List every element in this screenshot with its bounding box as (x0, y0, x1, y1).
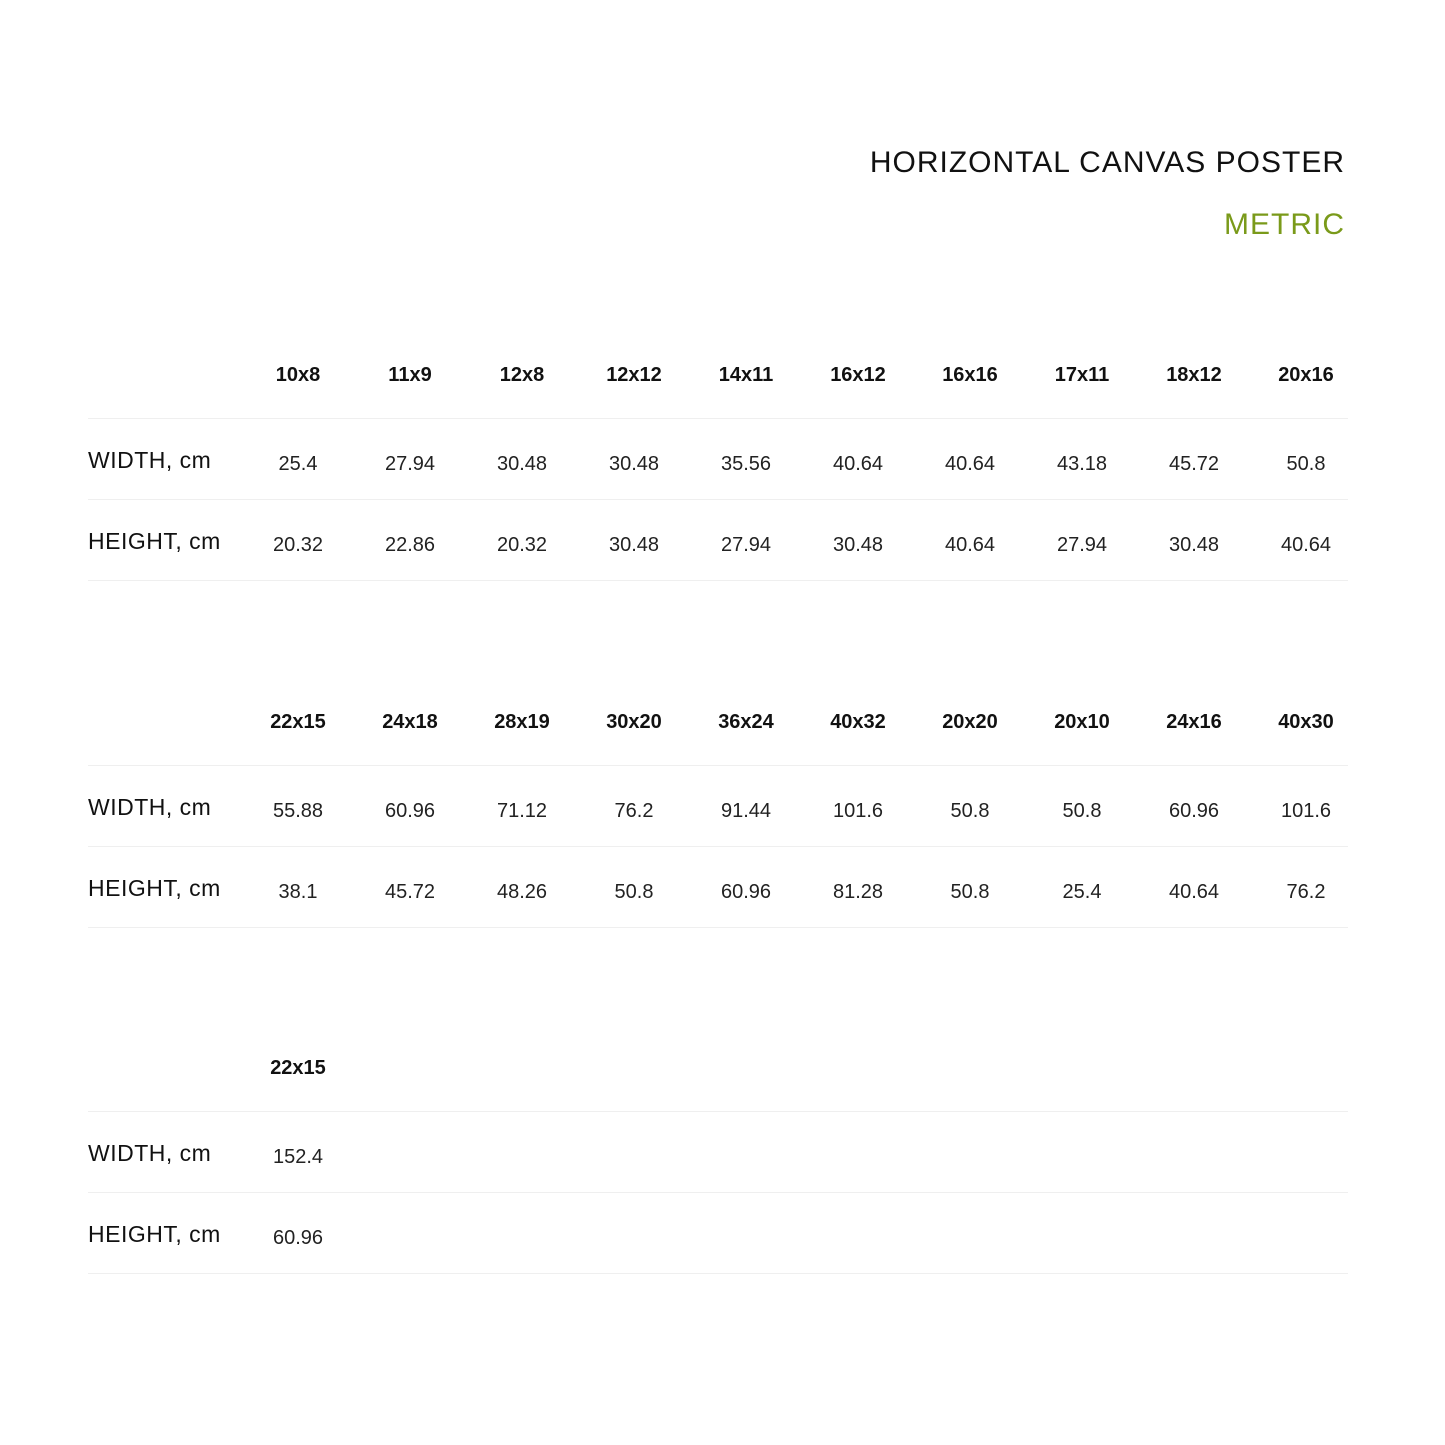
table-cell: 20.32 (496, 534, 548, 556)
unit-system-label: METRIC (1224, 208, 1345, 241)
table-cell: 48.26 (496, 881, 548, 903)
size-header: 30x20 (606, 711, 662, 733)
size-header: 20x16 (1278, 364, 1334, 386)
table-cell: 27.94 (384, 453, 436, 475)
table-cell: 43.18 (1056, 453, 1108, 475)
table-cell: 22.86 (384, 534, 436, 556)
size-header: 24x16 (1166, 711, 1222, 733)
table-cell: 27.94 (1056, 534, 1108, 556)
size-header: 12x12 (606, 364, 662, 386)
table-cell: 45.72 (384, 881, 436, 903)
size-header: 18x12 (1166, 364, 1222, 386)
table-cell: 60.96 (720, 881, 772, 903)
size-header: 17x11 (1054, 364, 1110, 386)
table-cell: 81.28 (832, 881, 884, 903)
table-cell: 40.64 (1280, 534, 1332, 556)
table-cell: 50.8 (1286, 453, 1326, 475)
table-cell: 60.96 (272, 1227, 324, 1249)
row-label: WIDTH, cm (88, 1140, 212, 1166)
page-title: HORIZONTAL CANVAS POSTER (869, 146, 1345, 179)
table-cell: 76.2 (1286, 881, 1326, 903)
table-cell: 45.72 (1168, 453, 1220, 475)
table-cell: 20.32 (272, 534, 324, 556)
size-header: 16x12 (830, 364, 886, 386)
table-cell: 35.56 (720, 453, 772, 475)
size-header: 24x18 (382, 711, 438, 733)
table-cell: 40.64 (832, 453, 884, 475)
size-table-1 (88, 350, 1348, 581)
table-cell: 76.2 (614, 800, 654, 822)
table-cell: 25.4 (278, 453, 318, 475)
size-header: 28x19 (494, 711, 550, 733)
table-cell: 40.64 (944, 534, 996, 556)
table-cell: 101.6 (832, 800, 884, 822)
size-header: 36x24 (718, 711, 774, 733)
row-label: HEIGHT, cm (88, 528, 221, 554)
table-cell: 30.48 (608, 453, 660, 475)
table-cell: 50.8 (950, 800, 990, 822)
table-cell: 25.4 (1062, 881, 1102, 903)
table-cell: 71.12 (496, 800, 548, 822)
table-cell: 91.44 (720, 800, 772, 822)
table-row (88, 847, 1348, 928)
size-header: 12x8 (499, 364, 545, 386)
table-cell: 50.8 (950, 881, 990, 903)
size-table-3 (88, 1043, 1348, 1274)
table-row (88, 500, 1348, 581)
size-header-row (88, 1043, 1348, 1112)
table-row (88, 1112, 1348, 1193)
size-header-row (88, 697, 1348, 766)
table-cell: 30.48 (496, 453, 548, 475)
size-header: 40x30 (1278, 711, 1334, 733)
table-cell: 30.48 (832, 534, 884, 556)
row-label: HEIGHT, cm (88, 875, 221, 901)
size-header: 16x16 (942, 364, 998, 386)
table-cell: 40.64 (1168, 881, 1220, 903)
table-cell: 60.96 (384, 800, 436, 822)
size-header: 10x8 (275, 364, 321, 386)
size-header: 20x20 (942, 711, 998, 733)
size-header: 20x10 (1054, 711, 1110, 733)
size-table-2 (88, 697, 1348, 928)
row-label: WIDTH, cm (88, 447, 212, 473)
table-cell: 50.8 (1062, 800, 1102, 822)
table-cell: 152.4 (272, 1146, 324, 1168)
table-cell: 40.64 (944, 453, 996, 475)
table-cell: 30.48 (608, 534, 660, 556)
table-cell: 101.6 (1280, 800, 1332, 822)
table-cell: 38.1 (278, 881, 318, 903)
table-cell: 30.48 (1168, 534, 1220, 556)
size-header-row (88, 350, 1348, 419)
size-header: 40x32 (830, 711, 886, 733)
size-header: 22x15 (270, 1057, 326, 1079)
table-row (88, 1193, 1348, 1274)
table-row (88, 766, 1348, 847)
row-label: WIDTH, cm (88, 794, 212, 820)
table-cell: 50.8 (614, 881, 654, 903)
size-header: 14x11 (718, 364, 774, 386)
table-cell: 60.96 (1168, 800, 1220, 822)
table-cell: 55.88 (272, 800, 324, 822)
size-header: 22x15 (270, 711, 326, 733)
row-label: HEIGHT, cm (88, 1221, 221, 1247)
table-row (88, 419, 1348, 500)
size-header: 11x9 (388, 364, 432, 386)
table-cell: 27.94 (720, 534, 772, 556)
